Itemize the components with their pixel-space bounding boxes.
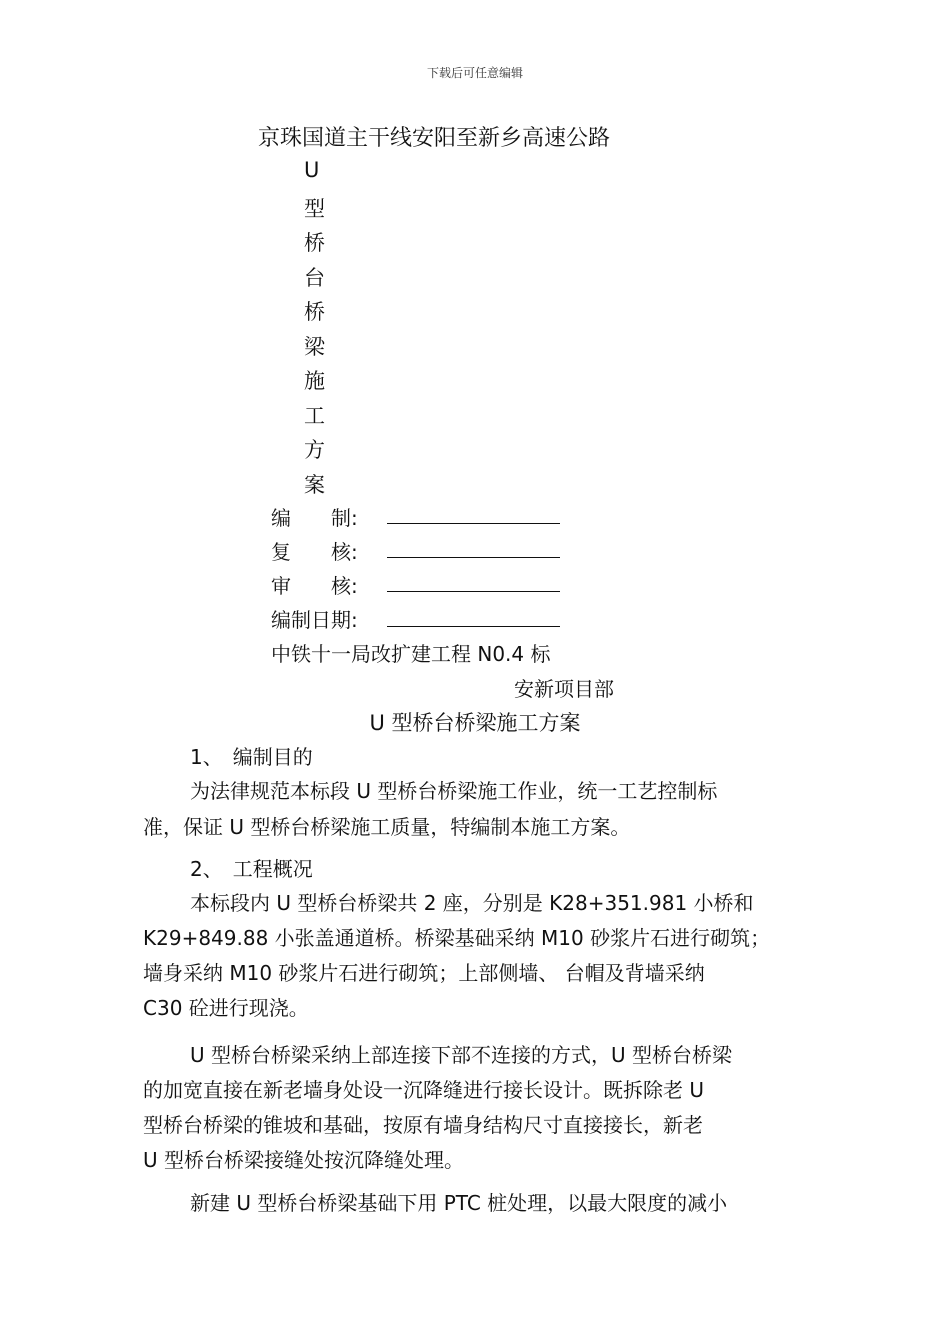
org-name: 中铁十一局改扩建工程 N0.4 标 xyxy=(271,642,551,666)
signature-label-reviewer: 复 核: xyxy=(271,540,358,564)
vertical-title-char: 方 xyxy=(304,438,325,462)
signature-line xyxy=(387,626,560,627)
paragraph-line: 墙身采纳 M10 砂浆片石进行砌筑；上部侧墙、 台帽及背墙采纳 xyxy=(143,961,705,985)
signature-label-auditor: 审 核: xyxy=(271,574,358,598)
vertical-title-char: 施 xyxy=(304,369,325,393)
paragraph-line: 新建 U 型桥台桥梁基础下用 PTC 桩处理，以最大限度的减小 xyxy=(190,1191,728,1215)
cover-title: 京珠国道主干线安阳至新乡高速公路 xyxy=(258,126,611,151)
project-dept: 安新项目部 xyxy=(514,677,614,701)
signature-label-date: 编制日期: xyxy=(271,608,358,632)
section-heading: 2、 工程概况 xyxy=(190,857,313,881)
vertical-title-char: 梁 xyxy=(304,335,325,359)
signature-line xyxy=(387,591,560,592)
paragraph-line: 型桥台桥梁的锥坡和基础，按原有墙身结构尺寸直接接长，新老 xyxy=(143,1113,703,1137)
vertical-title-char: 桥 xyxy=(304,300,325,324)
section-heading: 1、 编制目的 xyxy=(190,745,313,769)
paragraph-line: U 型桥台桥梁采纳上部连接下部不连接的方式，U 型桥台桥梁 xyxy=(190,1043,732,1067)
paragraph-line: 本标段内 U 型桥台桥梁共 2 座，分别是 K28+351.981 小桥和 xyxy=(190,891,754,915)
signature-label-compiler: 编 制: xyxy=(271,506,358,530)
paragraph-line: 的加宽直接在新老墙身处设一沉降缝进行接长设计。既拆除老 U xyxy=(143,1078,704,1102)
paragraph-line: K29+849.88 小张盖通道桥。桥梁基础采纳 M10 砂浆片石进行砌筑； xyxy=(143,926,771,950)
page-header: 下载后可任意编辑 xyxy=(426,66,523,80)
signature-line xyxy=(387,523,560,524)
paragraph-line: 准，保证 U 型桥台桥梁施工质量，特编制本施工方案。 xyxy=(143,815,631,839)
vertical-title-char: 桥 xyxy=(304,231,325,255)
signature-line xyxy=(387,557,560,558)
vertical-title-char: U xyxy=(304,158,320,182)
vertical-title-char: 型 xyxy=(304,197,325,221)
document-title: U 型桥台桥梁施工方案 xyxy=(369,711,581,735)
paragraph-line: 为法律规范本标段 U 型桥台桥梁施工作业，统一工艺控制标 xyxy=(190,779,718,803)
vertical-title-char: 工 xyxy=(304,404,325,428)
vertical-title-char: 案 xyxy=(304,473,325,497)
vertical-title-char: 台 xyxy=(304,266,325,290)
paragraph-line: U 型桥台桥梁接缝处按沉降缝处理。 xyxy=(143,1148,464,1172)
paragraph-line: C30 砼进行现浇。 xyxy=(143,996,309,1020)
